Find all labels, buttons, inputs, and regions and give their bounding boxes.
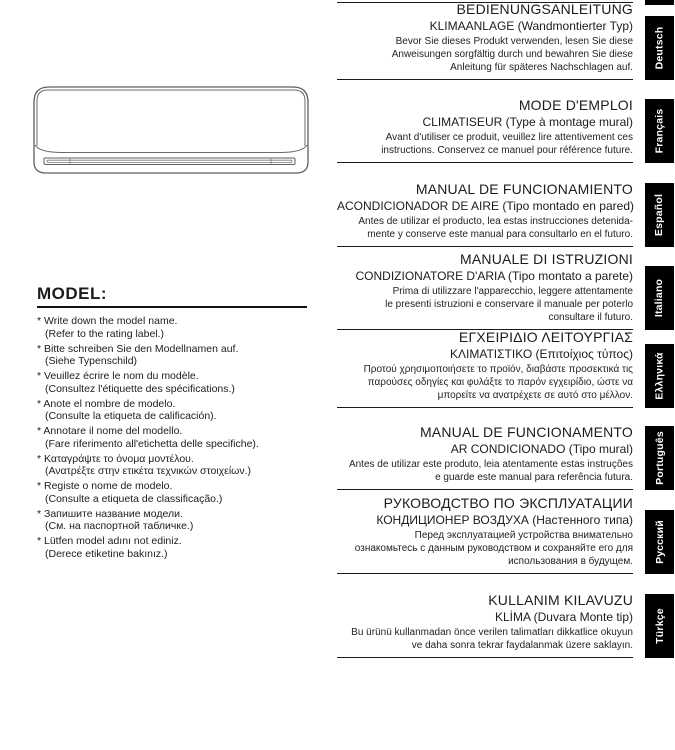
model-note-line: * Write down the model name. xyxy=(37,315,178,327)
section-body-line: Anleitung für späteres Nachschlagen auf. xyxy=(450,62,633,73)
model-note-line: (Consulte la etiqueta de calificación). xyxy=(45,410,217,422)
tab-label: Türkçe xyxy=(653,608,666,644)
section-title: MANUAL DE FUNCIONAMIENTO xyxy=(415,181,633,197)
section-subtitle: CLIMATISEUR (Type à montage mural) xyxy=(422,115,633,129)
model-note-line: (Refer to the rating label.) xyxy=(45,327,165,340)
section-body xyxy=(337,458,633,484)
model-note-item xyxy=(37,425,309,450)
section-body xyxy=(337,215,633,241)
section-subtitle: KLIMAANLAGE (Wandmontierter Typ) xyxy=(429,19,633,33)
language-tab-russkiy xyxy=(645,510,674,574)
language-section-italian xyxy=(337,247,633,330)
model-note-line: (См. на паспортной табличке.) xyxy=(45,520,194,532)
language-tab-partial xyxy=(645,0,674,5)
section-subtitle: ΚΛΙΜΑΤΙΣΤΙΚΟ (Επιτοίχιος τύπος) xyxy=(450,347,633,361)
tab-label: Deutsch xyxy=(653,26,666,70)
section-title: MANUAL DE FUNCIONAMENTO xyxy=(419,424,633,440)
model-note-line: (Ανατρέξτε στην ετικέτα τεχνικών στοιχείων.) xyxy=(45,465,252,477)
language-section-russian xyxy=(337,490,633,574)
language-section-portuguese xyxy=(337,408,633,490)
section-body xyxy=(337,529,633,568)
model-note-line: * Lütfen model adını not ediniz. xyxy=(37,535,182,547)
section-body xyxy=(337,35,633,74)
model-note-line: (Derece etiketine bakınız.) xyxy=(45,547,168,560)
language-section-french xyxy=(337,80,633,163)
model-note-item xyxy=(37,535,309,560)
language-section-spanish xyxy=(337,163,633,247)
model-note-item xyxy=(37,343,309,368)
section-title: РУКОВОДСТВО ПО ЭКСПЛУАТАЦИИ xyxy=(383,495,633,511)
model-note-line: * Bitte schreiben Sie den Modellnamen auf. xyxy=(37,342,239,355)
language-tab-francais xyxy=(645,99,674,163)
section-body-line: Προτού χρησιμοποιήσετε το προϊόν, διαβάστε προσεκτικά τις xyxy=(363,364,633,375)
model-note-line: * Veuillez écrire le nom du modèle. xyxy=(37,370,199,382)
model-notes-list xyxy=(37,315,309,560)
model-note-line: * Anote el nombre de modelo. xyxy=(37,397,176,410)
section-subtitle: AR CONDICIONADO (Tipo mural) xyxy=(450,442,633,456)
section-title: KULLANIM KILAVUZU xyxy=(488,592,633,608)
model-note-line: * Annotare il nome del modello. xyxy=(37,425,183,437)
model-section xyxy=(37,284,309,563)
language-tab-espanol xyxy=(645,183,674,247)
model-note-line: * Καταγράψτε το όνομα μοντέλου. xyxy=(37,452,194,465)
section-body xyxy=(337,626,633,652)
model-note-item xyxy=(37,370,309,395)
language-tab-turkce xyxy=(645,594,674,658)
section-body-line: Antes de utilizar el producto, lea estas instrucciones detenida- xyxy=(358,216,633,227)
tab-label: Español xyxy=(653,193,666,237)
tab-label: Português xyxy=(653,431,666,485)
section-body-line: mente y conserve este manual para consultarlo en el futuro. xyxy=(367,229,633,240)
model-note-line: (Siehe Typenschild) xyxy=(45,355,138,367)
model-note-line: * Запишите название модели. xyxy=(37,507,183,520)
section-body-line: ознакомьтесь с данным руководством и сохраняйте его для xyxy=(354,543,633,554)
tab-label: Русский xyxy=(653,520,666,564)
model-heading: MODEL: xyxy=(37,284,307,308)
model-note-line: (Fare riferimento all'etichetta delle specifiche). xyxy=(45,437,259,450)
section-body-line: instructions. Conservez ce manuel pour référence future. xyxy=(381,145,633,156)
section-body xyxy=(337,285,633,324)
section-body-line: Перед эксплуатацией устройства внимательно xyxy=(414,530,633,541)
section-title: ΕΓΧΕΙΡΙΔΙΟ ΛΕΙΤΟΥΡΓΙΑΣ xyxy=(458,329,633,345)
language-section-greek xyxy=(337,330,633,408)
section-body-line: le presenti istruzioni e conservare il manuale per poterlo xyxy=(385,299,633,310)
section-body xyxy=(337,131,633,157)
section-body xyxy=(337,363,633,402)
language-tab-portugues xyxy=(645,426,674,490)
section-subtitle: ACONDICIONADOR DE AIRE (Tipo montado en pared) xyxy=(337,199,634,213)
section-subtitle: КОНДИЦИОНЕР ВОЗДУХА (Настенного типа) xyxy=(376,513,633,527)
language-section-turkish xyxy=(337,574,633,658)
section-body-line: ve daha sonra tekrar faydalanmak üzere saklayın. xyxy=(411,640,633,651)
section-subtitle: CONDIZIONATORE D'ARIA (Tipo montato a parete) xyxy=(355,269,633,283)
section-body-line: Bu ürünü kullanmadan önce verilen talimatları dikkatlice okuyun xyxy=(351,627,633,638)
tab-label: Ελληνικά xyxy=(653,352,666,400)
section-body-line: Antes de utilizar este produto, leia atentamente estas instruções xyxy=(348,459,633,470)
section-body-line: Prima di utilizzare l'apparecchio, leggere attentamente xyxy=(392,286,633,297)
section-body-line: Anweisungen sorgfältig durch und bewahren Sie diese xyxy=(391,49,633,60)
section-body-line: использования в будущем. xyxy=(508,556,633,567)
language-section-german xyxy=(337,2,633,80)
model-note-line: (Consultez l'étiquette des spécifications.) xyxy=(45,382,235,395)
model-note-item xyxy=(37,508,309,533)
section-body-line: Bevor Sie dieses Produkt verwenden, lesen Sie diese xyxy=(395,36,633,47)
section-title: MANUALE DI ISTRUZIONI xyxy=(460,251,633,267)
section-body-line: Avant d'utiliser ce produit, veuillez lire attentivement ces xyxy=(385,132,633,143)
tab-label: Français xyxy=(653,108,666,154)
language-tab-ellinika xyxy=(645,344,674,408)
section-body-line: consultare il futuro. xyxy=(548,312,633,323)
model-note-item xyxy=(37,453,309,478)
section-title: BEDIENUNGSANLEITUNG xyxy=(456,1,633,17)
section-body-line: e guarde este manual para referência futura. xyxy=(435,472,633,483)
model-note-line: * Registe o nome de modelo. xyxy=(37,480,173,492)
model-note-item xyxy=(37,480,309,505)
air-conditioner-illustration xyxy=(30,84,315,179)
model-note-item xyxy=(37,315,309,340)
language-tab-deutsch xyxy=(645,16,674,80)
section-body-line: μπορείτε να ανατρέχετε σε αυτό στο μέλλον. xyxy=(437,390,633,401)
model-note-line: (Consulte a etiqueta de classificação.) xyxy=(45,492,223,505)
section-title: MODE D'EMPLOI xyxy=(518,97,633,113)
language-tab-italiano xyxy=(645,266,674,330)
section-body-line: παρούσες οδηγίες και φυλάξτε το παρόν εγχειρίδιο, ώστε να xyxy=(367,377,633,388)
model-note-item xyxy=(37,398,309,423)
section-subtitle: KLİMA (Duvara Monte tip) xyxy=(494,610,633,624)
tab-label: Italiano xyxy=(653,278,666,318)
